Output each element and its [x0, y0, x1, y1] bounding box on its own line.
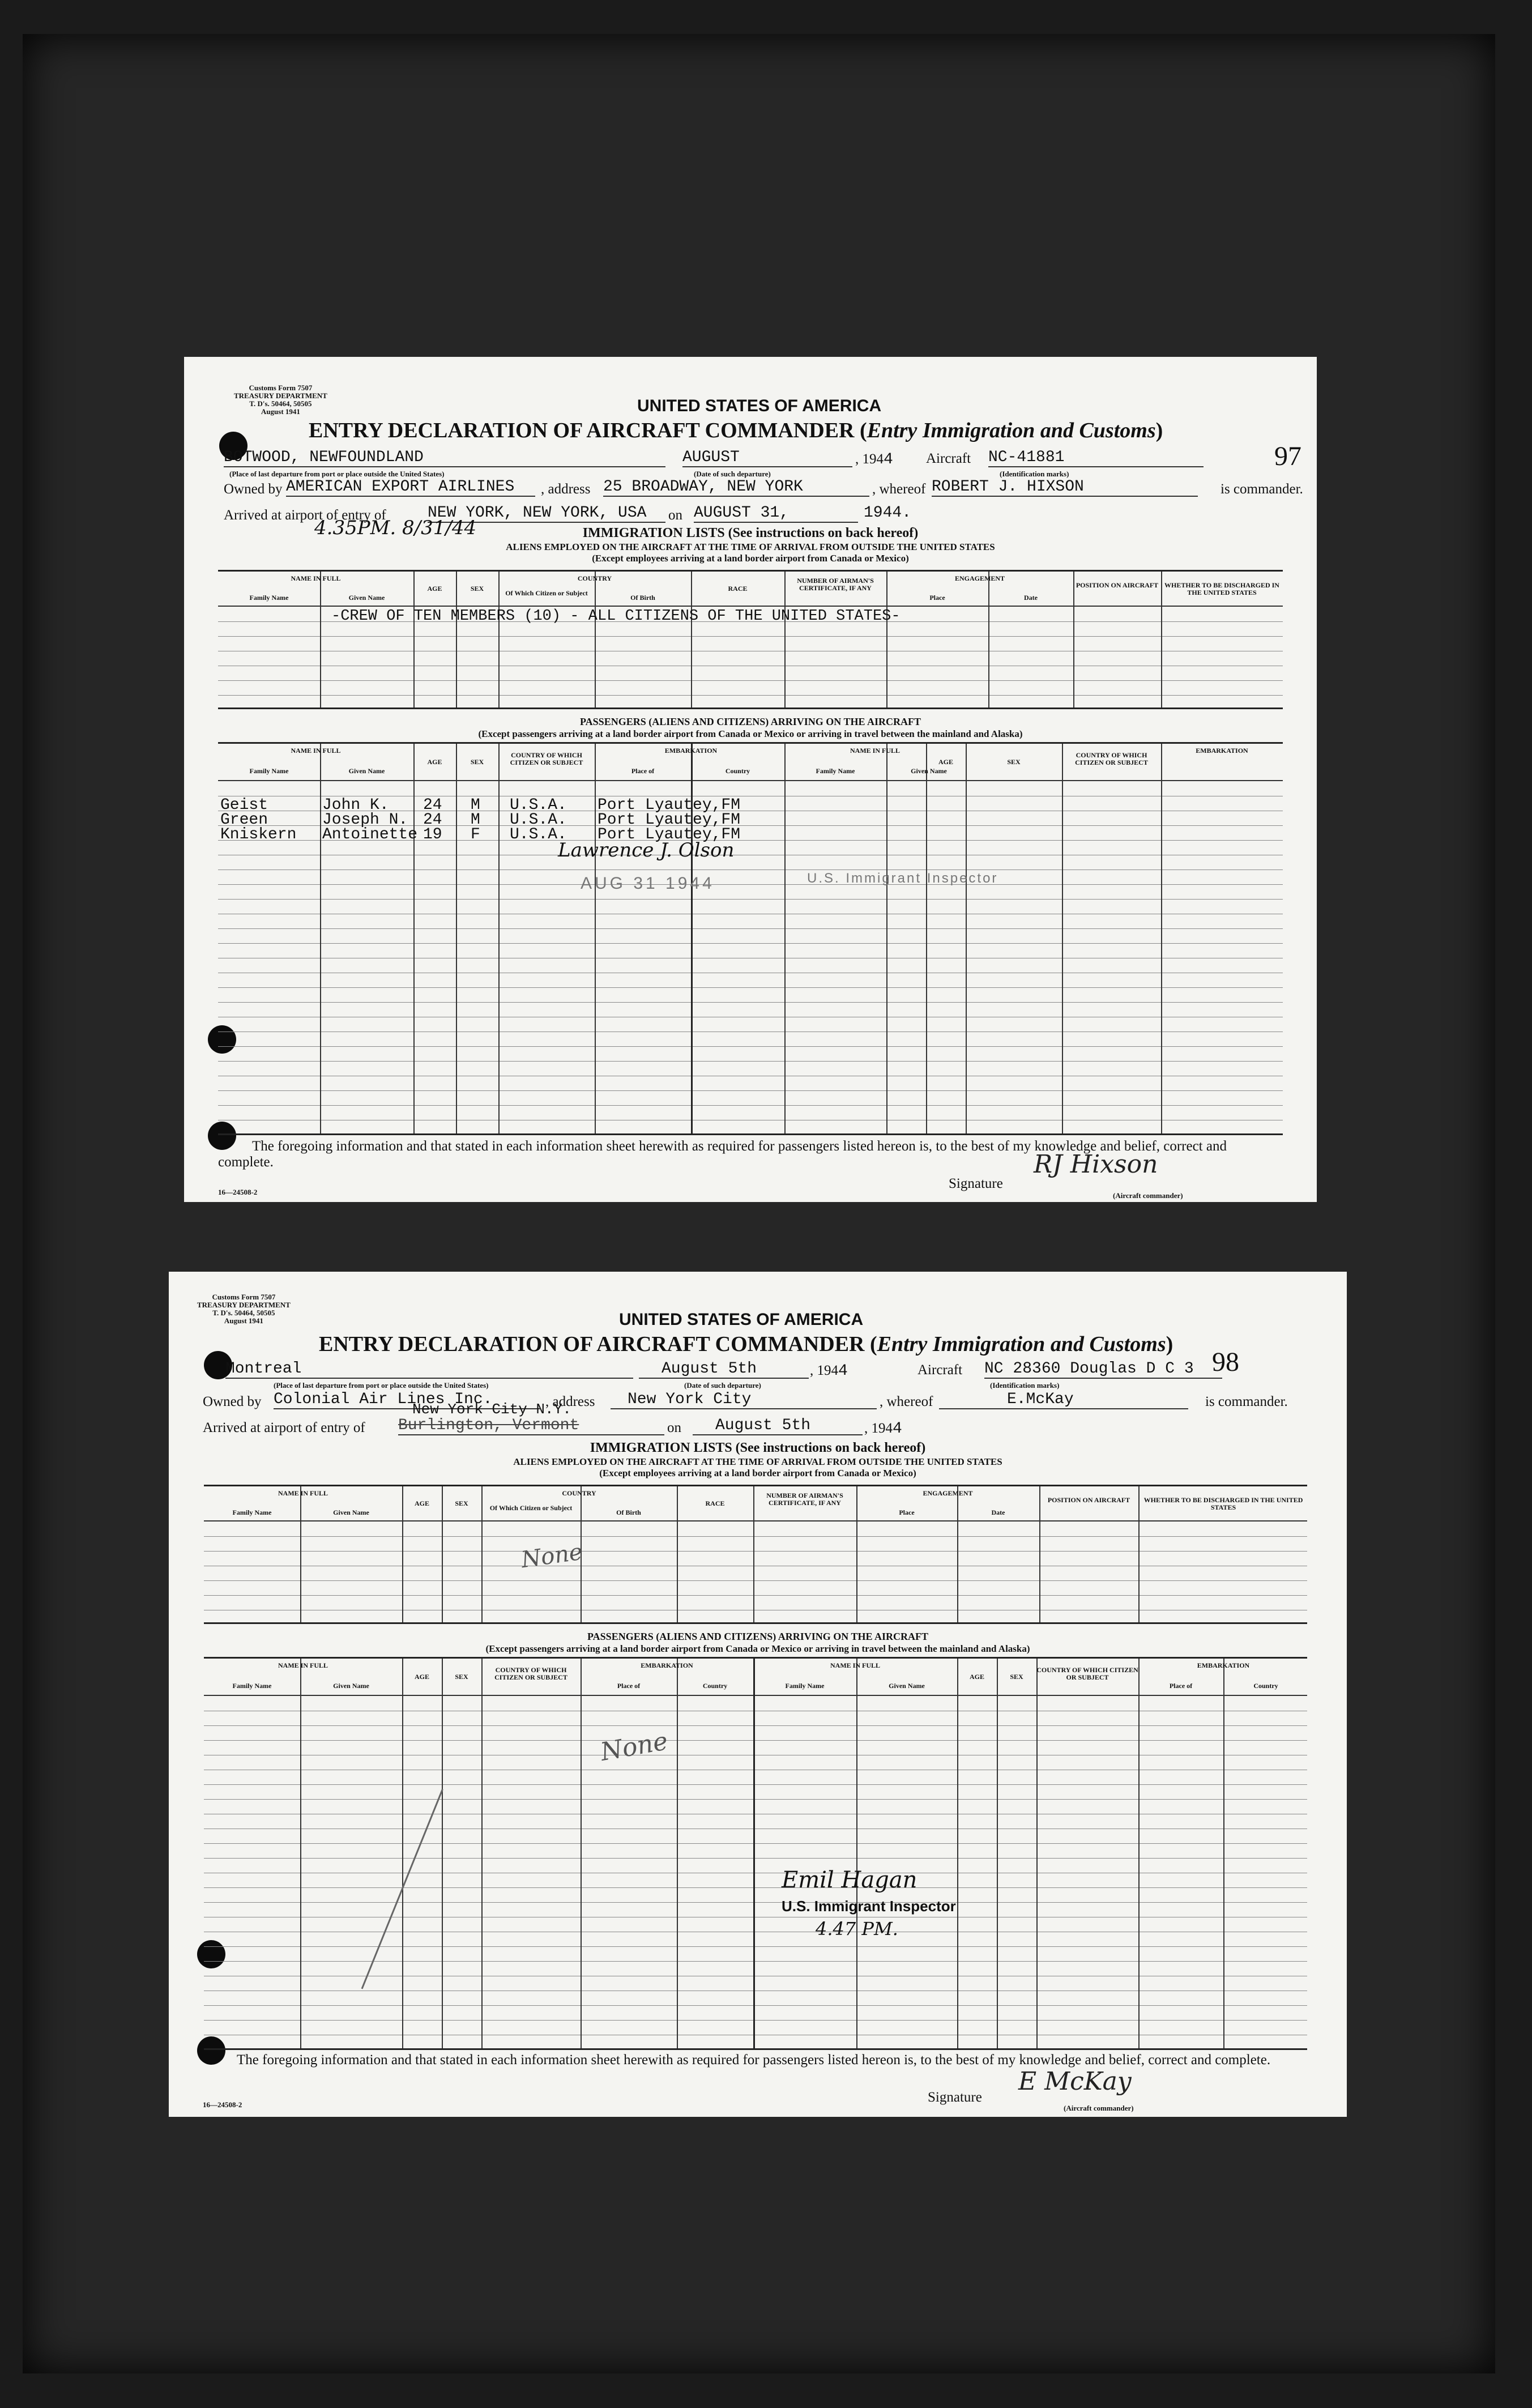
passengers-heading: PASSENGERS (ALIENS AND CITIZENS) ARRIVING ON THE AIRCRAFT: [587, 1631, 928, 1642]
crew-header-race: RACE: [705, 1499, 725, 1507]
pax-header-family-2: Family Name: [816, 767, 855, 775]
pax-header-given-2: Given Name: [911, 767, 947, 775]
arrived-label: Arrived at airport of entry of: [224, 508, 386, 523]
pax-header-sex-2: SEX: [1007, 758, 1021, 766]
passengers-none-scrawl: None: [598, 1727, 670, 1767]
crew-header-engagement: ENGAGEMENT: [923, 1489, 973, 1497]
passenger-country: U.S.A.: [510, 796, 567, 814]
aircraft-id: NC-41881: [988, 449, 1204, 467]
crew-header-age: AGE: [414, 1499, 429, 1507]
owned-label: Owned by: [203, 1394, 262, 1409]
arrival-port-struck: Burlington, Vermont: [398, 1417, 664, 1435]
title-part: ENTRY DECLARATION OF AIRCRAFT COMMANDER (: [319, 1332, 877, 1356]
pax-header-name: NAME IN FULL: [291, 747, 341, 755]
form-id-block: [197, 1293, 291, 1325]
passenger-sexes: [471, 798, 480, 842]
arrival-year-field: [864, 1420, 902, 1438]
passenger-family: Kniskern: [220, 826, 297, 843]
pax-header-given-2: Given Name: [889, 1682, 925, 1690]
aliens-heading: ALIENS EMPLOYED ON THE AIRCRAFT AT THE TIME OF ARRIVAL FROM OUTSIDE THE UNITED STATES: [506, 542, 995, 552]
address: 25 BROADWAY, NEW YORK: [603, 478, 869, 497]
passenger-age: 24: [423, 811, 442, 829]
crew-table: [204, 1485, 1307, 1624]
year-digit: 4: [838, 1362, 848, 1380]
pax-header-family-2: Family Name: [785, 1682, 825, 1690]
departure-place: BOTWOOD, NEWFOUNDLAND: [224, 449, 665, 467]
crew-header-cert: NUMBER OF AIRMAN'S CERTIFICATE, IF ANY: [797, 577, 874, 592]
aliens-subheading: (Except employees arriving at a land border airport from Canada or Mexico): [592, 553, 909, 564]
crew-header-given: Given Name: [348, 594, 385, 602]
pax-header-country: Country: [702, 1682, 728, 1690]
whereof-label: , whereof: [872, 481, 926, 497]
passengers-subheading: (Except passengers arriving at a land border airport from Canada or Mexico or arriving in travel between the mainland and Alaska): [485, 1643, 1030, 1654]
pax-header-sex: SEX: [455, 1673, 468, 1681]
commander-name: E.McKay: [939, 1391, 1188, 1409]
passenger-countries: [510, 798, 567, 842]
owned-label: Owned by: [224, 481, 283, 497]
crew-note: -CREW OF TEN MEMBERS (10) - ALL CITIZENS OF THE UNITED STATES-: [331, 608, 901, 625]
passenger-family: Geist: [220, 796, 268, 814]
crew-header-engagement: ENGAGEMENT: [954, 574, 1005, 582]
on-label: on: [667, 1420, 681, 1435]
form-id-line: T. D's. 50464, 50505: [249, 399, 312, 408]
sheet-number: 98: [1212, 1347, 1239, 1377]
pax-header-place: Place of: [617, 1682, 641, 1690]
arrival-time-note: 4.35PM. 8/31/44: [314, 517, 477, 539]
year-prefix: , 194: [810, 1363, 838, 1378]
title-part: ): [1155, 419, 1163, 442]
passenger-place: Port Lyautey,FM: [598, 796, 741, 814]
crew-header-family: Family Name: [232, 1508, 272, 1516]
crew-header-position: POSITION ON AIRCRAFT: [1047, 1496, 1130, 1504]
crew-header-date: Date: [991, 1508, 1005, 1516]
form-id-line: August 1941: [261, 407, 300, 416]
pax-header-place: Place of: [631, 767, 655, 775]
crew-header-discharged: WHETHER TO BE DISCHARGED IN THE UNITED STATES: [1143, 1496, 1303, 1511]
year-digit: 4: [893, 1420, 902, 1438]
entry-declaration-card-97: [184, 357, 1317, 1202]
pax-header-age: AGE: [414, 1673, 429, 1681]
aliens-subheading: (Except employees arriving at a land border airport from Canada or Mexico): [599, 1468, 916, 1478]
departure-date: AUGUST: [682, 449, 852, 467]
passenger-table: [204, 1657, 1307, 2050]
on-label: on: [668, 508, 682, 523]
passenger-place: Port Lyautey,FM: [598, 826, 741, 843]
passenger-given: John K.: [322, 796, 389, 814]
crew-header-country: COUNTRY: [577, 574, 612, 582]
title-part: ): [1166, 1332, 1173, 1356]
pax-header-age-2: AGE: [969, 1673, 984, 1681]
crew-header-birth: Of Birth: [630, 594, 655, 602]
pax-header-embarkation: EMBARKATION: [641, 1661, 693, 1669]
title-part: ENTRY DECLARATION OF AIRCRAFT COMMANDER (: [309, 419, 867, 442]
year-field: [855, 451, 893, 468]
inspector-stamp: U.S. Immigrant Inspector: [782, 1898, 956, 1915]
form-id-block: [234, 384, 327, 416]
passengers-subheading: (Except passengers arriving at a land border airport from Canada or Mexico or arriving in travel between the mainland and Alaska): [478, 728, 1023, 739]
arrived-label: Arrived at airport of entry of: [203, 1420, 365, 1435]
print-code: 16—24508-2: [218, 1188, 258, 1196]
crew-header-given: Given Name: [333, 1508, 369, 1516]
passenger-family-names: [220, 798, 296, 842]
crew-table: [218, 570, 1283, 709]
pax-header-given: Given Name: [348, 767, 385, 775]
pax-header-citizen: COUNTRY OF WHICH CITIZEN OR SUBJECT: [510, 751, 583, 766]
crew-header-birth: Of Birth: [616, 1508, 641, 1516]
pax-header-citizen-2: COUNTRY OF WHICH CITIZEN OR SUBJECT: [1075, 751, 1148, 766]
crew-header-cert: NUMBER OF AIRMAN'S CERTIFICATE, IF ANY: [766, 1491, 843, 1507]
year-field: [810, 1362, 848, 1380]
aircraft-id: NC 28360 Douglas D C 3: [984, 1360, 1222, 1379]
commander-suffix: is commander.: [1205, 1394, 1288, 1409]
crew-header-name: NAME IN FULL: [278, 1489, 328, 1497]
pax-header-name-2: NAME IN FULL: [830, 1661, 880, 1669]
pax-header-sex-2: SEX: [1010, 1673, 1023, 1681]
inspector-signature: Lawrence J. Olson: [558, 839, 735, 862]
address-label: , address: [545, 1394, 595, 1409]
passenger-age: 19: [423, 826, 442, 843]
crew-header-date: Date: [1024, 594, 1038, 602]
crew-header-sex: SEX: [470, 585, 484, 593]
pax-header-family: Family Name: [232, 1682, 272, 1690]
crew-header-country: COUNTRY: [562, 1489, 596, 1497]
country-heading: UNITED STATES OF AMERICA: [619, 1310, 864, 1329]
signature-caption: (Aircraft commander): [1113, 1191, 1183, 1200]
passenger-given-names: [322, 798, 417, 842]
passenger-country: U.S.A.: [510, 826, 567, 843]
inspection-time-note: 4.47 PM.: [816, 1918, 898, 1940]
signature-caption: (Aircraft commander): [1064, 2104, 1134, 2112]
pax-header-name: NAME IN FULL: [278, 1661, 328, 1669]
inspector-signature: Emil Hagan: [782, 1867, 918, 1893]
caption: (Place of last departure from port or place outside the United States): [274, 1381, 489, 1390]
pax-header-embarkation-2: EMBARKATION: [1197, 1661, 1250, 1669]
passenger-given: Joseph N.: [322, 811, 408, 829]
year-prefix: , 194: [864, 1421, 893, 1436]
crew-header-position: POSITION ON AIRCRAFT: [1076, 581, 1159, 589]
immigration-heading: IMMIGRATION LISTS (See instructions on back hereof): [590, 1440, 926, 1455]
crew-none-scrawl: None: [519, 1538, 584, 1574]
caption: (Date of such departure): [684, 1381, 761, 1390]
arrival-date: August 5th: [693, 1417, 863, 1435]
passenger-sex: M: [471, 796, 480, 814]
pax-header-country-2: Country: [1253, 1682, 1278, 1690]
country-heading: UNITED STATES OF AMERICA: [637, 397, 882, 415]
arrival-date-stamp: AUG 31 1944: [581, 874, 715, 893]
passenger-place: Port Lyautey,FM: [598, 811, 741, 829]
owner: AMERICAN EXPORT AIRLINES: [286, 478, 535, 497]
whereof-label: , whereof: [880, 1394, 933, 1409]
year-digit: 4: [884, 451, 893, 468]
passenger-country: U.S.A.: [510, 811, 567, 829]
address-label: , address: [541, 481, 591, 497]
owner: Colonial Air Lines Inc.: [274, 1391, 540, 1409]
crew-header-family: Family Name: [249, 594, 289, 602]
crew-header-age: AGE: [427, 585, 442, 593]
arrival-port: New York City N.Y.: [412, 1401, 571, 1418]
pax-header-sex: SEX: [470, 758, 484, 766]
signature-label: Signature: [928, 2090, 982, 2105]
passenger-sex: M: [471, 811, 480, 829]
pax-header-place-2: Place of: [1169, 1682, 1193, 1690]
declaration-footer: The foregoing information and that stated in each information sheet herewith as required for passengers listed hereon is, to the best of my knowledge and belief, correct and complete.: [237, 2052, 1271, 2068]
pax-header-embarkation: EMBARKATION: [664, 747, 718, 755]
crew-header-place: Place: [899, 1508, 915, 1516]
crew-header-sex: SEX: [455, 1499, 468, 1507]
form-title: [319, 1332, 1173, 1357]
commander-name: ROBERT J. HIXSON: [932, 478, 1198, 497]
arrival-year: 1944.: [864, 504, 912, 522]
aliens-heading: ALIENS EMPLOYED ON THE AIRCRAFT AT THE TIME OF ARRIVAL FROM OUTSIDE THE UNITED STATES: [513, 1456, 1002, 1467]
form-title: [309, 418, 1163, 443]
crew-header-discharged: WHETHER TO BE DISCHARGED IN THE UNITED STATES: [1164, 581, 1279, 596]
pax-header-citizen-2: COUNTRY OF WHICH CITIZEN OR SUBJECT: [1036, 1666, 1138, 1681]
pax-header-country: Country: [725, 767, 750, 775]
commander-signature: E McKay: [1018, 2067, 1132, 2096]
passenger-sex: F: [471, 826, 480, 843]
pax-header-family: Family Name: [249, 767, 289, 775]
entry-declaration-card-98: [169, 1272, 1347, 2117]
sheet-number: 97: [1274, 441, 1301, 471]
print-code: 16—24508-2: [203, 2100, 242, 2109]
departure-date: August 5th: [639, 1360, 809, 1379]
title-italic: Entry Immigration and Customs: [867, 419, 1156, 442]
crew-header-place: Place: [929, 594, 945, 602]
inspector-stamp: U.S. Immigrant Inspector: [807, 871, 998, 886]
signature-label: Signature: [949, 1176, 1003, 1191]
form-id-line: TREASURY DEPARTMENT: [234, 391, 327, 400]
passenger-ages: [423, 798, 442, 842]
passengers-heading: PASSENGERS (ALIENS AND CITIZENS) ARRIVING ON THE AIRCRAFT: [580, 716, 921, 727]
declaration-footer: The foregoing information and that stated in each information sheet herewith as required for passengers listed hereon is, to the best of my knowledge and belief, correct and complete.: [218, 1139, 1227, 1170]
passenger-age: 24: [423, 796, 442, 814]
commander-suffix: is commander.: [1221, 481, 1303, 497]
form-id-line: T. D's. 50464, 50505: [212, 1309, 275, 1317]
crew-header-citizen: Of Which Citizen or Subject: [489, 1504, 573, 1512]
crew-header-name: NAME IN FULL: [291, 574, 341, 582]
pax-header-citizen: COUNTRY OF WHICH CITIZEN OR SUBJECT: [494, 1666, 567, 1681]
crew-header-citizen: Of Which Citizen or Subject: [505, 589, 588, 597]
arrival-date: AUGUST 31,: [694, 504, 858, 523]
form-id-line: August 1941: [224, 1316, 263, 1325]
pax-header-name-2: NAME IN FULL: [850, 747, 900, 755]
caption: (Date of such departure): [694, 470, 771, 478]
passenger-given: Antoinette: [322, 826, 418, 843]
arrival-port: NEW YORK, NEW YORK, USA: [428, 504, 665, 523]
pax-header-embarkation-2: EMBARKATION: [1196, 747, 1248, 755]
title-italic: Entry Immigration and Customs: [877, 1332, 1166, 1356]
caption: (Identification marks): [990, 1381, 1060, 1390]
caption: (Place of last departure from port or place outside the United States): [229, 470, 445, 478]
aircraft-label: Aircraft: [926, 451, 971, 466]
aircraft-label: Aircraft: [918, 1362, 963, 1378]
crew-header-race: RACE: [728, 585, 748, 593]
caption: (Identification marks): [1000, 470, 1069, 478]
form-id-line: Customs Form 7507: [212, 1293, 276, 1301]
form-id-line: TREASURY DEPARTMENT: [197, 1301, 291, 1309]
departure-place: Montreal: [225, 1360, 633, 1379]
passenger-embarkation: [598, 798, 740, 842]
pax-header-age-2: AGE: [938, 758, 953, 766]
passenger-family: Green: [220, 811, 268, 829]
commander-signature: RJ Hixson: [1034, 1150, 1158, 1179]
address: New York City: [611, 1391, 877, 1409]
immigration-heading: IMMIGRATION LISTS (See instructions on back hereof): [582, 526, 919, 540]
pax-header-given: Given Name: [333, 1682, 369, 1690]
year-prefix: , 194: [855, 451, 884, 467]
form-id-line: Customs Form 7507: [249, 383, 313, 392]
pax-header-age: AGE: [427, 758, 442, 766]
passenger-table: [218, 742, 1283, 1135]
